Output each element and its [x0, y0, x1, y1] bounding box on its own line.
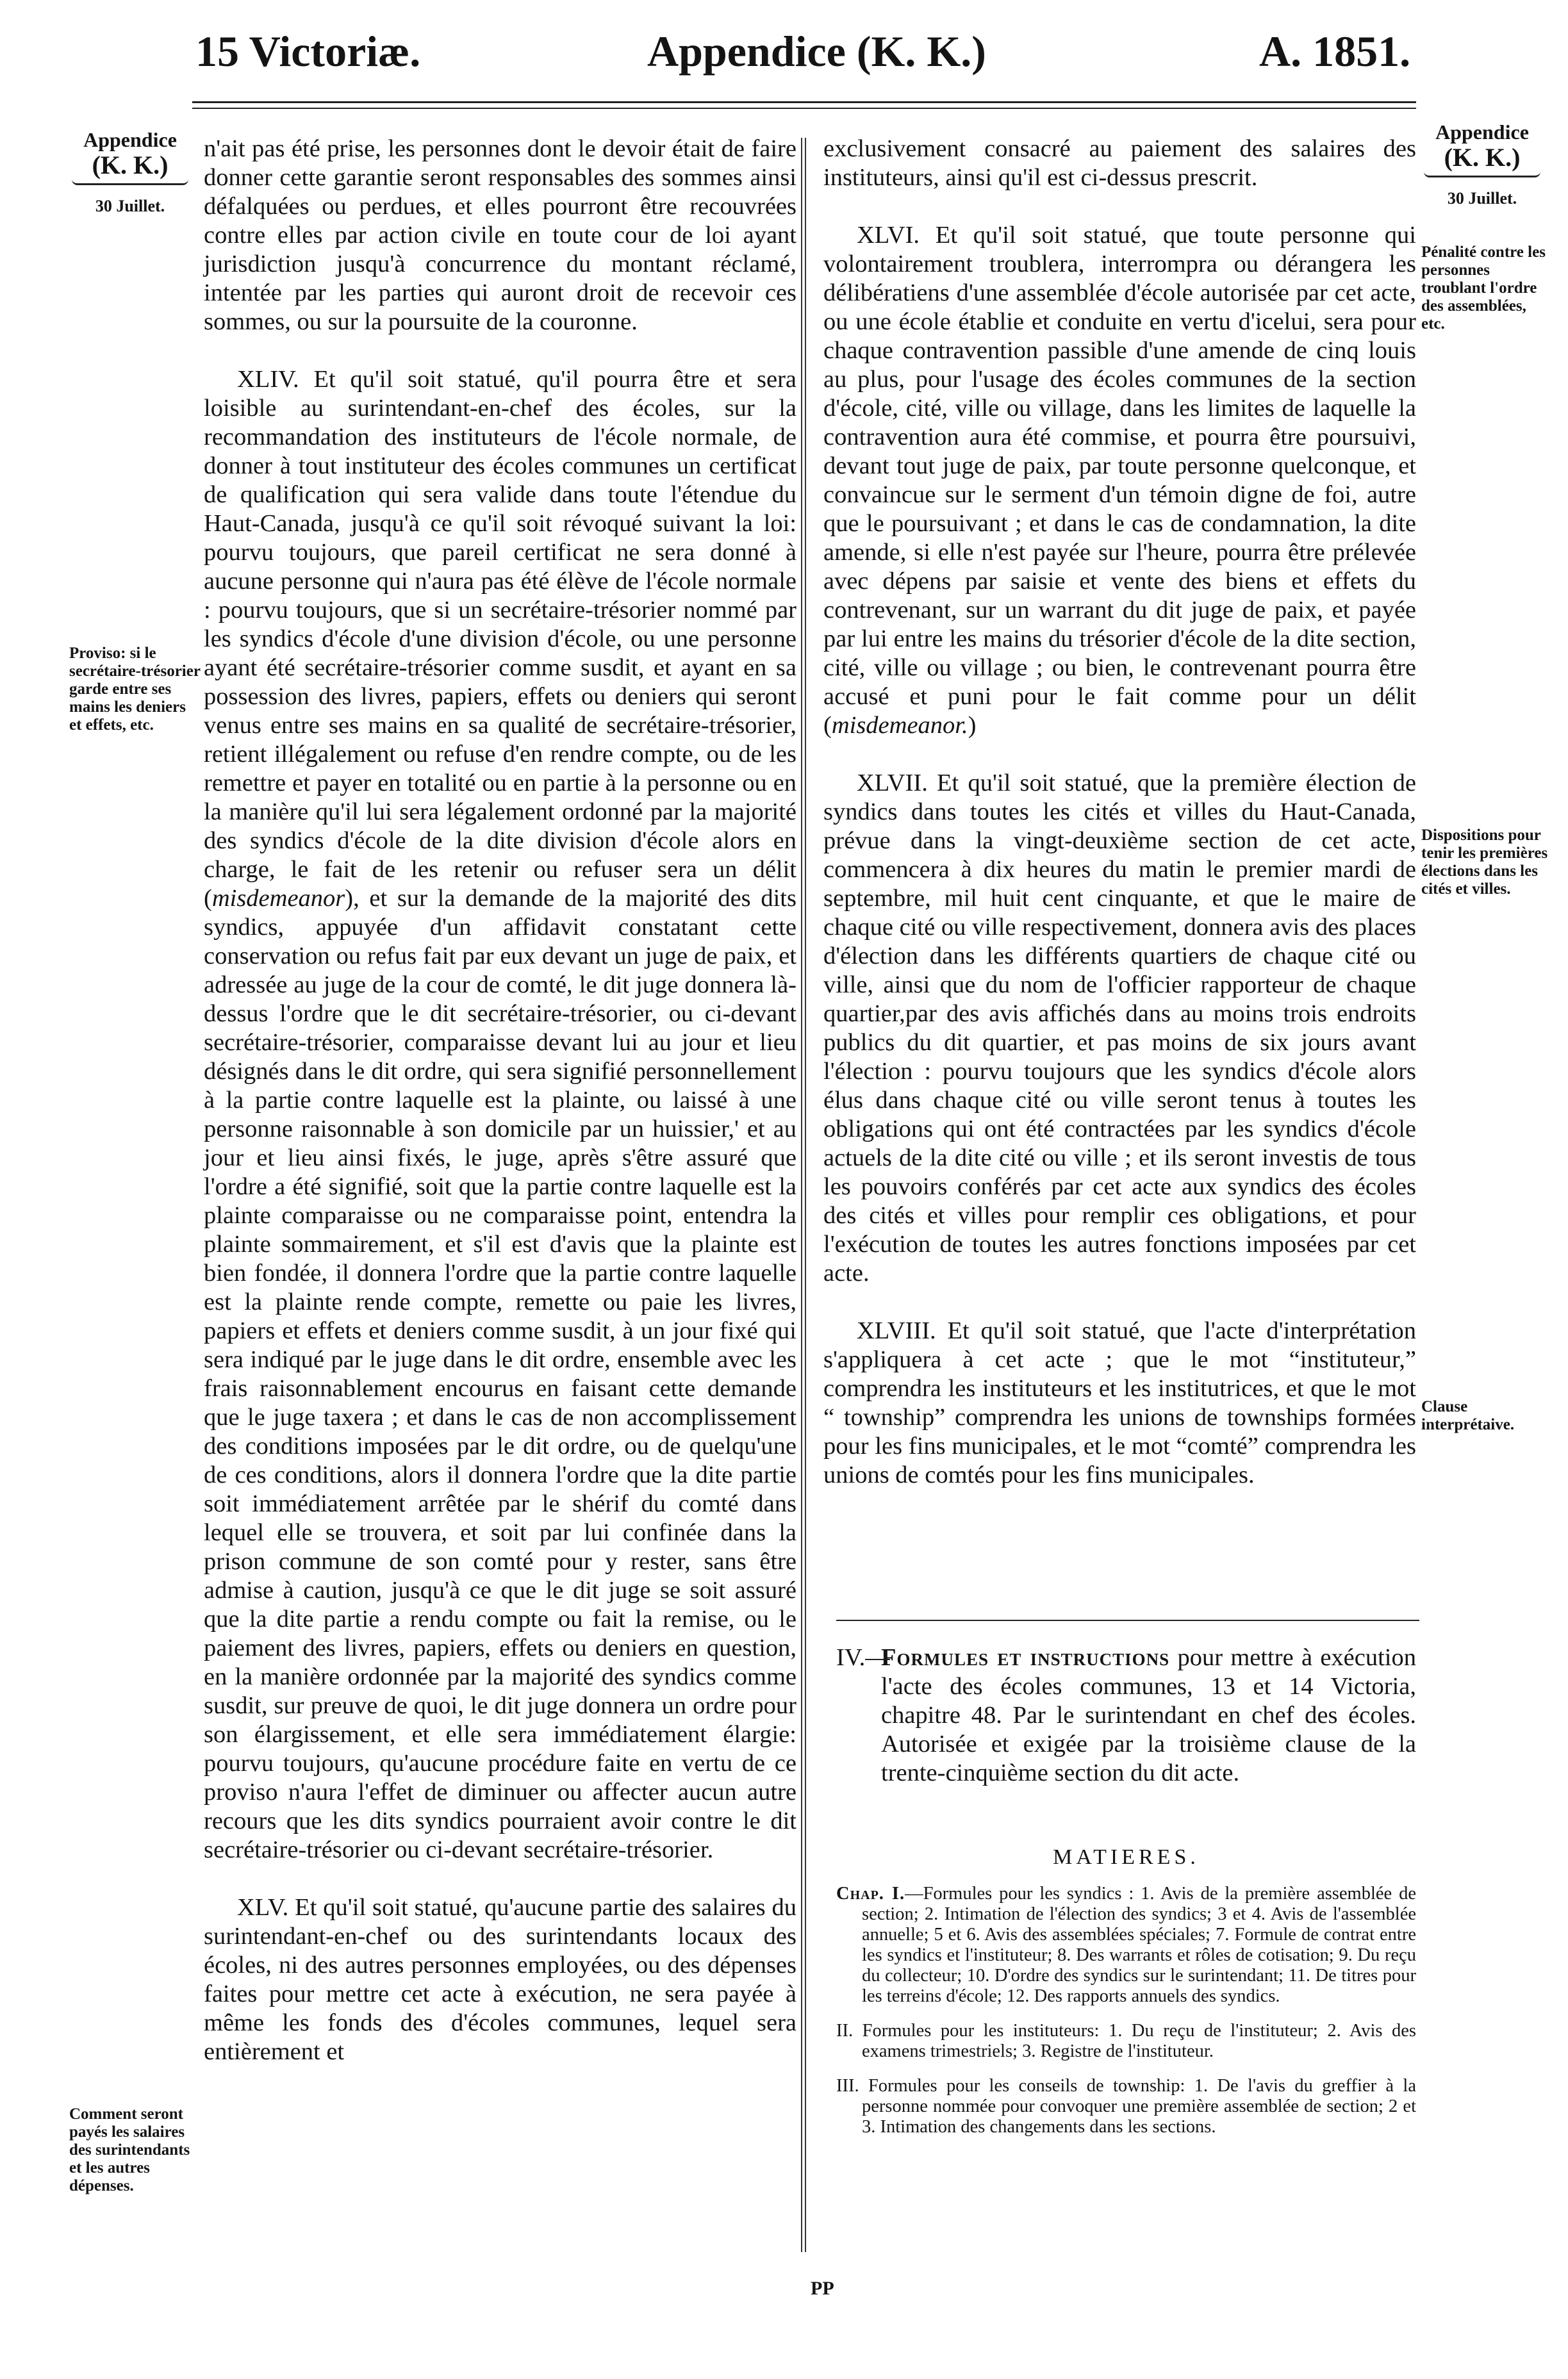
toc-item-chap1 — [836, 1884, 1416, 2007]
margin-left-appendice-code: (K. K.) — [92, 151, 169, 179]
right-para-section-48: XLVIII. Et qu'il soit statué, que l'acte d'interprétation s'appliquera à cet acte ; que le mot “instituteur,” comprendra les instituteurs et les institutrices, et que le mot “ township” comprendra les unions de townships formées pour les fins municipales, et le mot “comté” comprendra les unions de comtés pour les fins municipales. — [823, 1317, 1416, 1488]
right-para-section-47: XLVII. Et qu'il soit statué, que la première élection de syndics dans toutes les cités et villes du Haut-Canada, prévue dans la vingt-deuxième section de cet acte, commencera à dix heures du matin le premier mardi de septembre, mil huit cent cinquante, et que le maire de chaque cité ou ville respectivement, donnera avis des places d'élection dans les différents quartiers de chaque cité ou ville, ainsi que du nom de l'officier rapporteur de chaque quartier,par des avis affichés dans au moins trois endroits publics du dit quartier, et pas moins de six jours avant l'élection : pourvu toujours que les syndics d'école alors élus dans chaque cité ou ville seront tenus à toutes les obligations qui ont été contractées par les syndics d'école actuels de la dite cité ou ville ; et ils seront investis de tous les pouvoirs conférés par cet acte aux syndics des écoles des cités et villes pour remplir ces obligations, et pour l'exécution de toutes les autres fonctions imposées par cet acte. — [823, 770, 1416, 1287]
footer-signature-mark: PP — [811, 2278, 834, 2299]
right-para-46-emphasis: misdemeanor. — [831, 712, 968, 739]
header-left-title: 15 Victoriæ. — [195, 27, 421, 76]
margin-right-clause-note: Clause interprétaive. — [1421, 1398, 1515, 1433]
left-para-section-45: XLV. Et qu'il soit statué, qu'aucune partie des salaires du surintendant-en-chef ou des surintendants locaux des écoles, ni des autres personnes employées, ou des dépenses faites pour mettre cet acte à exécution, ne sera payée à même les fonds des d'écoles communes, lequel sera entièrement et — [204, 1894, 796, 2065]
right-para-section-46 — [823, 221, 1416, 740]
margin-left-proviso-note: Proviso: si le secrétaire-trésorier garde entre ses mains les deniers et effets, etc. — [69, 645, 201, 734]
toc-chap1-text: —Formules pour les syndics : 1. Avis de la première assemblée de section; 2. Intimation de l'élection des syndics; 3 et 4. Avis de l'assemblée annuelle; 5 et 6. Avis des assemblées spéciales; 7. Formule de contrat entre les syndics et l'instituteur; 8. Des warrants et rôles de cotisation; 9. Du reçu du collecteur; 10. D'ordre des syndics sur le surintendant; 11. De titres pour les terreins d'école; 12. Des rapports annuels des syndics. — [862, 1884, 1417, 2006]
margin-left-comment-note: Comment seront payés les salaires des surintendants et les autres dépenses. — [69, 2105, 190, 2194]
column-separator — [801, 138, 802, 2252]
toc-item-chap3: III. Formules pour les conseils de township: 1. De l'avis du greffier à la personne nommée pour convoquer une première assemblée de section; 2 et 3. Intimation des changements dans les sections. — [836, 2076, 1416, 2137]
left-column — [204, 135, 796, 2066]
left-para-44-text-a: XLIV. Et qu'il soit statué, qu'il pourra être et sera loisible au surintendant-en-chef des écoles, sur la recommandation des instituteurs de l'école normale, de donner à tout instituteur des écoles communes un certificat de qualification qui sera valide dans toute l'étendue du Haut-Canada, jusqu'à ce qu'il soit révoqué suivant la loi: pourvu toujours, que pareil certificat ne sera donné à aucune personne qui n'aura pas été élève de l'école normale : pourvu toujours, que si un secrétaire-trésorier nommé par les syndics d'école d'une division d'école, ou une personne ayant été secrétaire-trésorier comme susdit, et ayant en sa possession des livres, papiers, effets ou deniers qui seront venus entre ses mains en sa qualité de secrétaire-trésorier, retient illégalement ou refuse d'en rendre compte, ou de les remettre et payer en totalité ou en partie à la personne ou en la manière qu'il lui sera légalement ordonné par la majorité des syndics d'école de la dite division d'école alors en charge, le fait de les retenir ou refuser sera un délit ( — [204, 366, 796, 912]
margin-right-appendice — [1421, 120, 1543, 208]
toc-item-chap2: II. Formules pour les instituteurs: 1. Du reçu de l'instituteur; 2. Avis des examens trimestriels; 3. Registre de l'instituteur. — [836, 2021, 1416, 2061]
left-para-44-text-b: ), et sur la demande de la majorité des dits syndics, appuyée d'un affidavit constatant cette conservation ou refus fait par eux devant un juge de paix, et adressée au juge de la cour de comté, le dit juge donnera là-dessus l'ordre que le dit secrétaire-trésorier, ou ci-devant secrétaire-trésorier, comparaisse devant lui au jour et lieu désignés dans le dit ordre, qui sera signifié personnellement à la partie contre laquelle est la plainte, ou laissé à une personne raisonnable à son domicile par un huissier,' et au jour et lieu ainsi fixés, le juge, après s'être assuré que l'ordre a été signifié, soit que la partie contre laquelle est la plainte comparaisse ou ne comparaisse point, entendra la plainte sommairement, et s'il est d'avis que la plainte est bien fondée, il donnera l'ordre que la partie contre laquelle est la plainte rende compte, remette ou paie les livres, papiers et effets et deniers comme susdit, à un jour fixé qui sera indiqué par le juge dans le dit ordre, ensemble avec les frais raisonnablement encourus en faisant cette demande que le juge taxera ; et dans le cas de non accomplissement des conditions imposées par le dit ordre, ou de quelqu'une de ces conditions, alors il donnera l'ordre que la dite partie soit immédiatement arrêtée par le shérif du comté dans lequel elle se trouvera, et soit par lui confinée dans la prison commune de son comté pour y rester, sans être admise à caution, jusqu'à ce que le dit juge se soit assuré que la dite partie a rendu compte ou fait la remise, ou le paiement des livres, papiers, effets ou deniers en question, en la manière ordonnée par la majorité des syndics comme susdit, sur preuve de quoi, le dit juge donnera un ordre pour son élargissement, et elle sera immédiatement élargie: pourvu toujours, qu'aucune procédure faite en vertu de ce proviso n'aura l'effet de diminuer ou affecter aucun autre recours que les dits syndics pourraient avoir contre le dit secrétaire-trésorier ou ci-devant secrétaire-trésorier. — [204, 885, 796, 1863]
header-right-year: A. 1851. — [1259, 27, 1411, 76]
toc-chap1-label: Chap. I. — [836, 1884, 905, 1904]
left-para-44-emphasis: misdemeanor — [211, 885, 345, 912]
margin-left-brace — [72, 179, 188, 185]
left-para-section-44 — [204, 365, 796, 1865]
margin-right-date: 30 Juillet. — [1447, 189, 1517, 208]
margin-left-date: 30 Juillet. — [95, 197, 165, 215]
margin-left-appendice-label: Appendice — [83, 128, 177, 151]
column-separator-2 — [805, 138, 806, 2252]
section-iv-smallcaps: Formules et instructions — [881, 1644, 1170, 1671]
header-rule-top — [192, 101, 1416, 103]
margin-left-appendice — [69, 128, 191, 216]
margin-right-appendice-code: (K. K.) — [1444, 143, 1521, 172]
header-center-title: Appendice (K. K.) — [647, 27, 986, 76]
margin-right-appendice-label: Appendice — [1435, 120, 1529, 144]
section-iv-block — [836, 1643, 1416, 1788]
right-column — [823, 135, 1416, 1490]
margin-right-brace — [1424, 172, 1540, 177]
margin-right-penalite-note: Pénalité contre les personnes troublant l'ordre des assemblées, etc. — [1421, 243, 1546, 333]
toc-list — [836, 1884, 1416, 2152]
left-para-intro: n'ait pas été prise, les personnes dont le devoir était de faire donner cette garantie seront responsables des sommes ainsi défalquées ou perdues, et elles pourront être recouvrées contre elles par action civile en toute cour de loi ayant jurisdiction jusqu'à concurrence du montant réclamé, intentée par les parties qui auront droit de recevoir ces sommes, ou sur la poursuite de la couronne. — [204, 135, 796, 335]
section-divider-rule — [836, 1620, 1419, 1621]
header-rule-bottom — [192, 108, 1416, 109]
right-para-46-text-a: XLVI. Et qu'il soit statué, que toute personne qui volontairement troublera, interrompra ou dérangera les délibératiens d'une assemblée d'école autorisée par cet acte, ou une école établie et conduite en vertu d'icelui, sera pour chaque contravention passible d'une amende de cinq louis au plus, pour l'usage des écoles communes de la section d'école, cité, ville ou village, dans les limites de laquelle la contravention aura été commise, et pourra être poursuivi, devant tout juge de paix, par toute personne quelconque, et convaincue sur le serment d'un témoin digne de foi, autre que le poursuivant ; et dans le cas de condamnation, la dite amende, si elle n'est payée sur l'heure, pourra être prélevée avec dépens par saisie et vente des biens et effets du contrevenant, sur un warrant du dit juge de paix, et payée par lui entre les mains du trésorier d'école de la dite section, cité, ville ou village ; ou bien, le contrevenant pourra être accusé et puni pour le fait comme pour un délit ( — [823, 222, 1416, 739]
section-iv-text: pour mettre à exécution l'acte des écoles communes, 13 et 14 Victoria, chapitre 48. Par le surintendant en chef des écoles. Autorisée et exigée par la troisième clause de la trente-cinquième section du dit acte. — [881, 1644, 1416, 1786]
section-iv-number: IV.— — [836, 1644, 890, 1671]
toc-title: MATIERES. — [1053, 1845, 1200, 1869]
section-iv-body — [881, 1643, 1416, 1788]
right-para-46-text-b: ) — [968, 712, 977, 739]
margin-right-dispositions-note: Dispositions pour tenir les premières élections dans les cités et villes. — [1421, 827, 1548, 898]
right-para-intro: exclusivement consacré au paiement des salaires des instituteurs, ainsi qu'il est ci-dessus prescrit. — [823, 135, 1416, 191]
